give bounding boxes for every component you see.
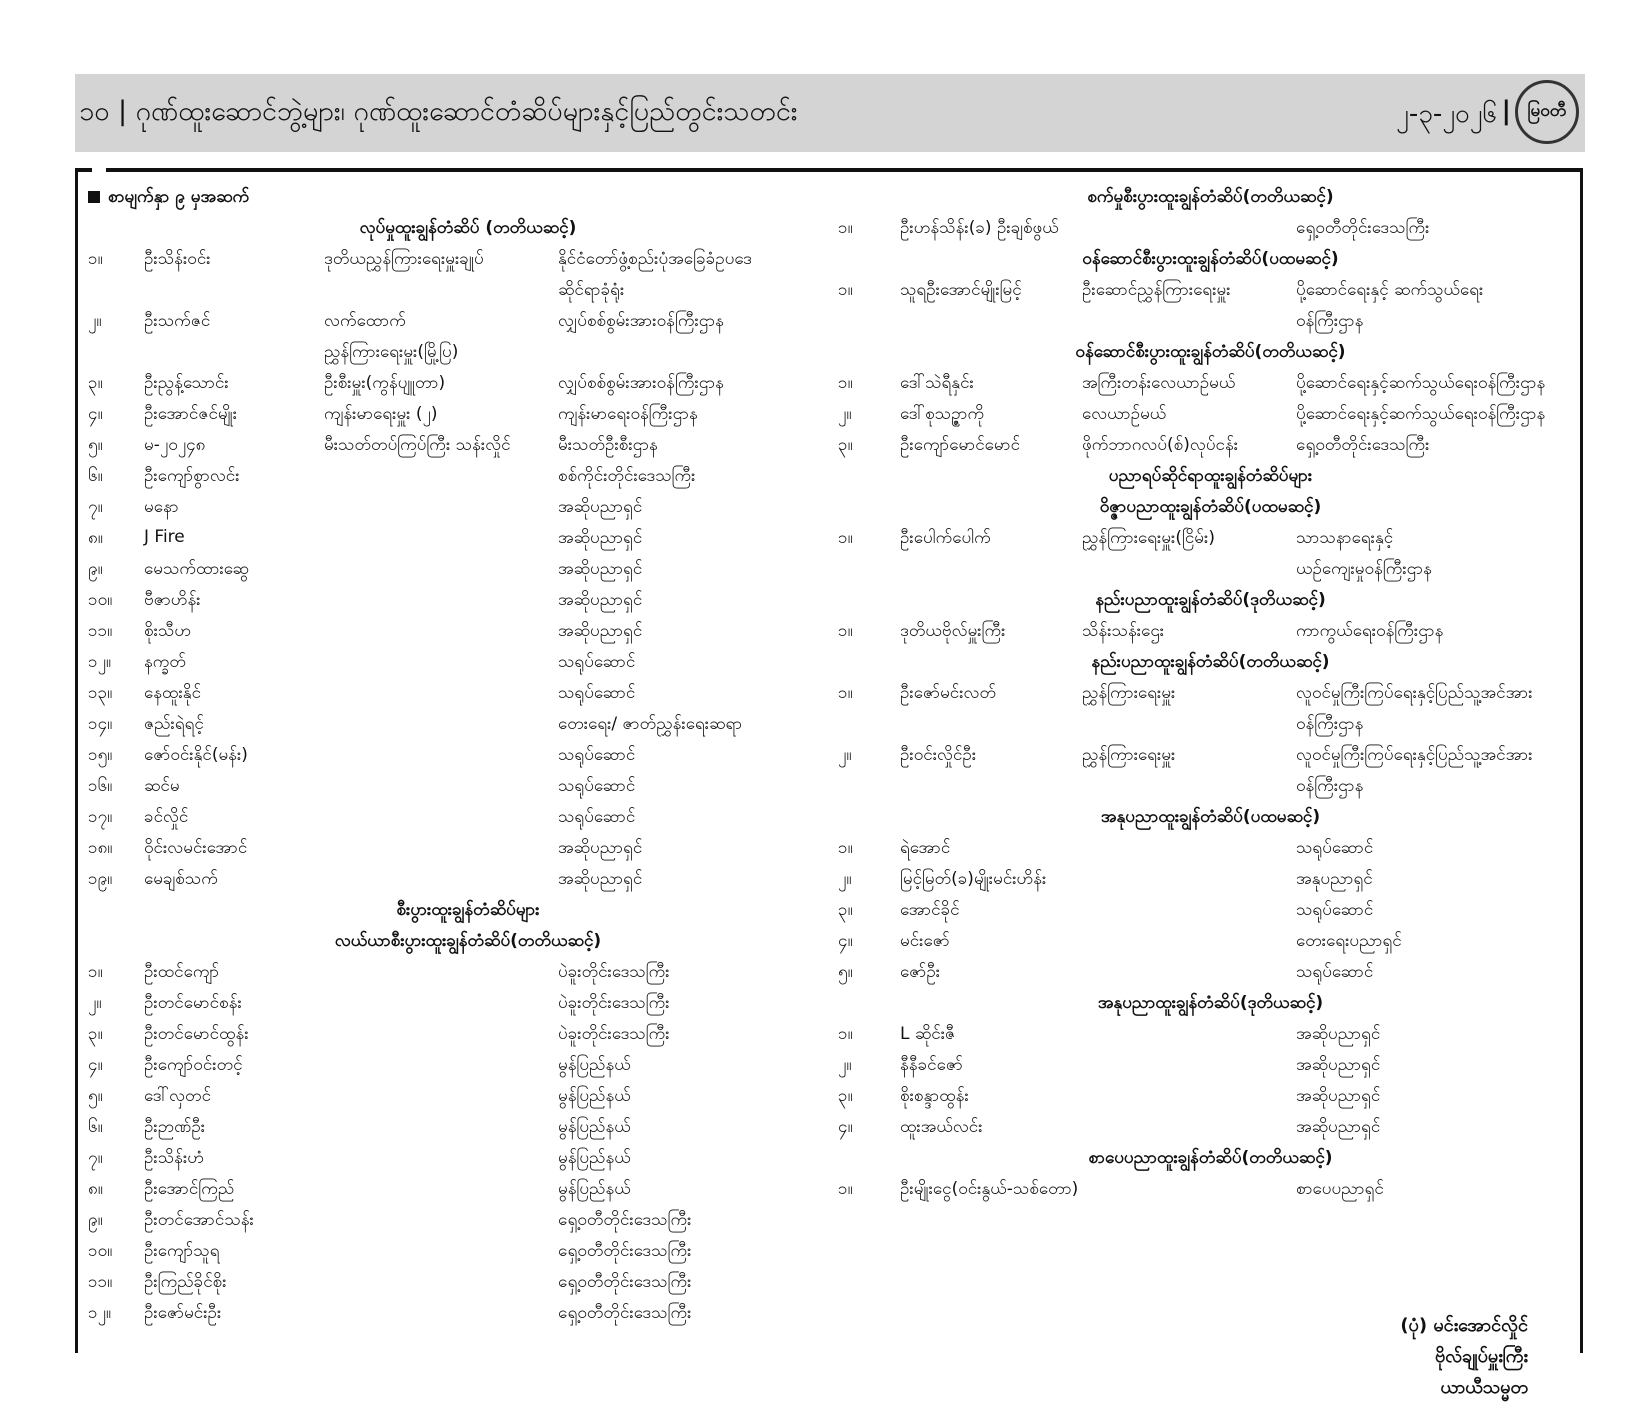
recipient-department: ဆိုင်ရာခုံရုံး (558, 280, 625, 300)
recipient-department: သရုပ်ဆောင် (558, 745, 636, 765)
row-number: ၃။ (838, 1086, 853, 1106)
section-heading-text: ဝန်ဆောင်စီးပွားထူးချွန်တံဆိပ်(တတိယဆင့်) (1075, 342, 1346, 362)
recipient-name: ဦးသိန်းဟံ (144, 1148, 204, 1168)
recipient-name: ဦးကျော်မောင်မောင် (900, 435, 1021, 455)
recipient-department: ရှေ့ဝတီတိုင်းဒေသကြီး (558, 1241, 692, 1261)
recipient-department: မွန်ပြည်နယ် (558, 1117, 631, 1137)
section-heading (838, 647, 1583, 678)
recipient-department: အဆိုပညာရှင် (1296, 1117, 1381, 1137)
section-heading-text: နည်းပညာထူးချွန်တံဆိပ်(ဒုတိယဆင့်) (1095, 590, 1326, 610)
recipient-department: သရုပ်ဆောင် (558, 652, 636, 672)
award-row (838, 926, 1583, 957)
row-number: ၁၀။ (88, 1241, 113, 1261)
recipient-name: ဒုတိယဗိုလ်မှူးကြီး (900, 621, 1006, 641)
award-row (838, 709, 1583, 740)
award-row (88, 957, 848, 988)
recipient-name: ခင်လှိုင် (144, 807, 189, 827)
recipient-position: ကျန်းမာရေးမှူး (၂) (324, 404, 438, 424)
recipient-name: ဦးဇော်မင်းလတ် (900, 683, 997, 703)
row-number: ၂။ (838, 404, 852, 424)
row-number: ၁။ (838, 1179, 853, 1199)
section-heading (88, 926, 848, 957)
row-number: ၁၃။ (88, 683, 113, 703)
row-number: ၂။ (88, 993, 102, 1013)
row-number: ၁၈။ (88, 838, 113, 858)
recipient-name: ဦးဉာဏ်ဦး (144, 1117, 206, 1137)
section-heading (838, 988, 1583, 1019)
recipient-position: မီးသတ်တပ်ကြပ်ကြီး သန်းလှိုင် (324, 435, 511, 455)
row-number: ၂။ (838, 1055, 852, 1075)
award-row (88, 244, 848, 275)
recipient-department: ဝန်ကြီးဌာန (1296, 714, 1364, 734)
recipient-department: ရှေ့ဝတီတိုင်းဒေသကြီး (1296, 435, 1430, 455)
continuation-note: စာမျက်နှာ ၉ မှအဆက် (88, 182, 848, 213)
award-row (838, 368, 1583, 399)
row-number: ၇။ (88, 497, 103, 517)
recipient-position: ဦးဆောင်ညွှန်ကြားရေးမှူး (1082, 280, 1231, 300)
award-row (88, 771, 848, 802)
section-heading (838, 337, 1583, 368)
award-row (88, 678, 848, 709)
page-header (75, 74, 1585, 152)
recipient-name: ဦးသိန်းဝင်း (144, 249, 211, 269)
section-heading (838, 244, 1583, 275)
award-row (88, 1112, 848, 1143)
recipient-department: အဆိုပညာရှင် (1296, 1024, 1381, 1044)
recipient-department: မွန်ပြည်နယ် (558, 1086, 631, 1106)
recipient-name: ဦးကျော်သူရ (144, 1241, 220, 1261)
signature-title: ယာယီသမ္မတ (1440, 1377, 1528, 1398)
award-row (88, 275, 848, 306)
row-number: ၄။ (838, 931, 853, 951)
award-row (838, 957, 1583, 988)
award-row (88, 988, 848, 1019)
recipient-name: ဦးညွန့်သောင်း (144, 373, 229, 393)
row-number: ၃။ (88, 373, 103, 393)
section-heading (838, 1143, 1583, 1174)
award-row (838, 430, 1583, 461)
section-heading (838, 492, 1583, 523)
recipient-department: သရုပ်ဆောင် (1296, 838, 1374, 858)
recipient-name: အောင်ခိုင် (900, 900, 960, 920)
recipient-name: ဦးထင်ကျော် (144, 962, 220, 982)
recipient-name: မေချစ်သက် (144, 869, 218, 889)
section-heading (88, 895, 848, 926)
recipient-name: ဦးမျိုးငွေ(ဝင်းနွယ်-သစ်တော) (900, 1179, 1079, 1199)
award-row (88, 337, 848, 368)
section-heading-text: စီးပွားထူးချွန်တံဆိပ်များ (396, 900, 540, 920)
recipient-department: လျှပ်စစ်စွမ်းအားဝန်ကြီးဌာန (558, 311, 724, 331)
award-row (838, 275, 1583, 306)
recipient-name: ဦးဇော်မင်းဦး (144, 1303, 222, 1323)
recipient-department: မွန်ပြည်နယ် (558, 1179, 631, 1199)
recipient-name: ဦးတင်မောင်စန်း (144, 993, 242, 1013)
recipient-name: နက္ခတ် (144, 652, 186, 672)
signature-rank: ဗိုလ်ချုပ်မှူးကြီး (1434, 1346, 1528, 1367)
recipient-department: သရုပ်ဆောင် (558, 683, 636, 703)
section-heading (838, 802, 1583, 833)
recipient-position: ဦးစီးမှူး(ကွန်ပျူတာ) (324, 373, 446, 393)
award-row (88, 1143, 848, 1174)
row-number: ၃။ (838, 435, 853, 455)
recipient-name: စိုးစန္ဒာထွန်း (900, 1086, 969, 1106)
recipient-department: ဝန်ကြီးဌာန (1296, 776, 1364, 796)
row-number: ၁။ (838, 373, 853, 393)
row-number: ၁၂။ (88, 1303, 112, 1323)
award-row (838, 771, 1583, 802)
recipient-name: ဦးဟန်သိန်း(ခ) ဦးချစ်ဖွယ် (900, 218, 1059, 238)
recipient-department: တေးရေးပညာရှင် (1296, 931, 1402, 951)
recipient-name: မေသက်ထားဆွေ (144, 559, 249, 579)
row-number: ၁။ (838, 683, 853, 703)
award-row (88, 306, 848, 337)
recipient-department: ရှေ့ဝတီတိုင်းဒေသကြီး (558, 1210, 692, 1230)
section-heading-text: စာပေပညာထူးချွန်တံဆိပ်(တတိယဆင့်) (1088, 1148, 1333, 1168)
recipient-name: ဦးအောင်ဇင်မျိုး (144, 404, 238, 424)
recipient-name: ဦးသက်ဇင် (144, 311, 211, 331)
award-row (838, 864, 1583, 895)
recipient-department: စာပေပညာရှင် (1296, 1179, 1384, 1199)
section-heading-text: စက်မှုစီးပွားထူးချွန်တံဆိပ်(တတိယဆင့်) (1087, 187, 1334, 207)
section-heading-text: ဝန်ဆောင်စီးပွားထူးချွန်တံဆိပ်(ပထမဆင့်) (1082, 249, 1339, 269)
recipient-position: သိန်းသန်းဌေး (1082, 621, 1165, 641)
section-heading-text: ပညာရပ်ဆိုင်ရာထူးချွန်တံဆိပ်များ (1108, 466, 1313, 486)
recipient-name: မ-၂၀၂၄၈ (144, 435, 206, 455)
recipient-department: နိုင်ငံတော်ဖွံ့စည်းပုံအခြေခံဥပဒေ (558, 249, 752, 269)
award-row (838, 1112, 1583, 1143)
frame-notch (92, 164, 106, 172)
recipient-name: ဗီဇာဟိန်း (144, 590, 201, 610)
recipient-name: ဦးကျော်စွာလင်း (144, 466, 240, 486)
newspaper-logo: မြဝတီ (1515, 80, 1579, 144)
row-number: ၇။ (88, 1148, 103, 1168)
award-row (88, 616, 848, 647)
recipient-name: ဒေါ်လှတင် (144, 1086, 212, 1106)
recipient-name: ဦးကြည်ခိုင်စိုး (144, 1272, 227, 1292)
row-number: ၁၇။ (88, 807, 113, 827)
row-number: ၁၀။ (88, 590, 113, 610)
recipient-name: ထူးအယ်လင်း (900, 1117, 983, 1137)
recipient-department: အဆိုပညာရှင် (558, 869, 643, 889)
recipient-position: ညွှန်ကြားရေးမှူး (1082, 683, 1176, 703)
award-row (838, 306, 1583, 337)
recipient-name: L ဆိုင်းဇီ (900, 1024, 956, 1044)
award-row (838, 616, 1583, 647)
right-column (838, 182, 1583, 1205)
row-number: ၉။ (88, 1210, 103, 1230)
recipient-department: အဆိုပညာရှင် (558, 497, 643, 517)
row-number: ၅။ (88, 435, 103, 455)
section-heading-text: အနုပညာထူးချွန်တံဆိပ်(ဒုတိယဆင့်) (1097, 993, 1324, 1013)
recipient-name: ဆင်မ (144, 776, 180, 796)
recipient-department: အနုပညာရှင် (1296, 869, 1373, 889)
award-row (838, 678, 1583, 709)
row-number: ၅။ (88, 1086, 103, 1106)
recipient-name: ဝိုင်းလမင်းအောင် (144, 838, 248, 858)
award-row (88, 492, 848, 523)
recipient-name: ဒေါ်သဲရီနှင်း (900, 373, 974, 393)
award-row (88, 833, 848, 864)
row-number: ၂။ (838, 869, 852, 889)
recipient-department: ပဲခူးတိုင်းဒေသကြီး (558, 1024, 670, 1044)
recipient-department: သရုပ်ဆောင် (558, 807, 636, 827)
row-number: ၄။ (88, 404, 103, 424)
recipient-name: ဦးတင်မောင်ထွန်း (144, 1024, 249, 1044)
row-number: ၁။ (88, 249, 103, 269)
recipient-name: နေထူးနိုင် (144, 683, 201, 703)
recipient-department: ယဉ်ကျေးမှုဝန်ကြီးဌာန (1296, 559, 1432, 579)
recipient-department: ပို့ဆောင်ရေးနှင့်ဆက်သွယ်ရေးဝန်ကြီးဌာန (1296, 404, 1546, 424)
award-row (88, 1081, 848, 1112)
section-heading-text: ဝိဇ္ဇာပညာထူးချွန်တံဆိပ်(ပထမဆင့်) (1099, 497, 1322, 517)
row-number: ၁၁။ (88, 621, 113, 641)
award-row (88, 1050, 848, 1081)
row-number: ၃။ (838, 900, 853, 920)
section-heading-text: အနုပညာထူးချွန်တံဆိပ်(ပထမဆင့်) (1100, 807, 1321, 827)
award-row (88, 1019, 848, 1050)
recipient-department: စစ်ကိုင်းတိုင်းဒေသကြီး (558, 466, 696, 486)
row-number: ၄။ (88, 1055, 103, 1075)
row-number: ၃။ (88, 1024, 103, 1044)
award-row (88, 1205, 848, 1236)
award-row (88, 430, 848, 461)
award-row (838, 1050, 1583, 1081)
left-column (88, 182, 848, 1329)
award-row (88, 1267, 848, 1298)
award-row (838, 399, 1583, 430)
recipient-department: မီးသတ်ဦးစီးဌာန (558, 435, 658, 455)
award-row (88, 647, 848, 678)
recipient-department: ပဲခူးတိုင်းဒေသကြီး (558, 962, 670, 982)
recipient-position: ညွှန်ကြားရေးမှူး (1082, 745, 1176, 765)
section-heading-text: လယ်ယာစီးပွားထူးချွန်တံဆိပ်(တတိယဆင့်) (334, 931, 602, 951)
award-row (88, 709, 848, 740)
recipient-department: ရှေ့ဝတီတိုင်းဒေသကြီး (558, 1303, 692, 1323)
recipient-department: ကာကွယ်ရေးဝန်ကြီးဌာန (1296, 621, 1444, 641)
signature-name: (ပုံ) မင်းအောင်လှိုင် (1400, 1315, 1528, 1336)
row-number: ၆။ (88, 466, 103, 486)
square-bullet-icon (88, 191, 100, 203)
award-row (838, 895, 1583, 926)
recipient-name: သူရဦးအောင်မျိုးမြင့် (900, 280, 1022, 300)
award-row (88, 523, 848, 554)
award-row (88, 1174, 848, 1205)
recipient-department: လူဝင်မှုကြီးကြပ်ရေးနှင့်ပြည်သူ့အင်အား (1296, 683, 1533, 703)
recipient-name: ဦးကျော်ဝင်းတင့် (144, 1055, 243, 1075)
recipient-name: ဦးပေါက်ပေါက် (900, 528, 991, 548)
recipient-position: ညွှန်ကြားရေးမှူး(မြို့ပြ) (324, 342, 459, 362)
recipient-department: အဆိုပညာရှင် (558, 528, 643, 548)
recipient-name: စိုးသီဟ (144, 621, 191, 641)
row-number: ၁။ (838, 621, 853, 641)
row-number: ၁။ (88, 962, 103, 982)
recipient-department: သရုပ်ဆောင် (1296, 962, 1374, 982)
section-heading (838, 585, 1583, 616)
award-row (88, 461, 848, 492)
award-row (838, 523, 1583, 554)
award-row (88, 864, 848, 895)
recipient-department: ပို့ဆောင်ရေးနှင့် ဆက်သွယ်ရေး (1296, 280, 1484, 300)
award-row (88, 740, 848, 771)
recipient-department: အဆိုပညာရှင် (558, 838, 643, 858)
recipient-name: မြင့်မြတ်(ခ)မျိုးမင်းဟိန်း (900, 869, 1047, 889)
recipient-position: အကြီးတန်းလေယာဉ်မယ် (1082, 373, 1236, 393)
recipient-department: ပဲခူးတိုင်းဒေသကြီး (558, 993, 670, 1013)
recipient-position: ညွှန်ကြားရေးမှူး(ငြိမ်း) (1082, 528, 1215, 548)
recipient-name: နီနီခင်ဇော် (900, 1055, 963, 1075)
recipient-department: ရှေ့ဝတီတိုင်းဒေသကြီး (1296, 218, 1430, 238)
section-heading-text: လုပ်မှုထူးချွန်တံဆိပ် (တတိယဆင့်) (359, 218, 577, 238)
award-row (838, 554, 1583, 585)
recipient-department: တေးရေး/ ဇာတ်ညွှန်းရေးဆရာ (558, 714, 743, 734)
recipient-name: ဒေါ်စုသဉ္ဇာကို (900, 404, 985, 424)
award-row (838, 213, 1583, 244)
row-number: ၁၁။ (88, 1272, 113, 1292)
page-title: ၁၀ | ဂုဏ်ထူးဆောင်ဘွဲ့များ၊ ဂုဏ်ထူးဆောင်တံဆိပ်များနှင့်ပြည်တွင်းသတင်း (79, 96, 798, 127)
recipient-department: အဆိုပညာရှင် (1296, 1086, 1381, 1106)
award-row (88, 585, 848, 616)
row-number: ၁။ (838, 1024, 853, 1044)
row-number: ၁။ (838, 218, 853, 238)
row-number: ၁၅။ (88, 745, 113, 765)
row-number: ၁၄။ (88, 714, 113, 734)
row-number: ၂။ (88, 311, 102, 331)
recipient-position: ဒုတိယညွှန်ကြားရေးမှူးချုပ် (324, 249, 484, 269)
row-number: ၂။ (838, 745, 852, 765)
recipient-name: ဦးအောင်ကြည် (144, 1179, 235, 1199)
recipient-name: မနော (144, 497, 179, 517)
award-row (88, 399, 848, 430)
row-number: ၉။ (88, 559, 103, 579)
recipient-department: ကျန်းမာရေးဝန်ကြီးဌာန (558, 404, 698, 424)
award-row (838, 833, 1583, 864)
award-row (88, 1298, 848, 1329)
recipient-name: J Fire (144, 527, 185, 547)
recipient-name: မင်းဇော် (900, 931, 950, 951)
issue-date: ၂-၃-၂၀၂၆ (1396, 99, 1497, 129)
award-row (88, 368, 848, 399)
recipient-name: ဦးတင်အောင်သန်း (144, 1210, 254, 1230)
award-row (838, 740, 1583, 771)
recipient-position: လေယာဉ်မယ် (1082, 404, 1167, 424)
recipient-position: လက်ထောက် (324, 311, 406, 331)
recipient-department: မွန်ပြည်နယ် (558, 1055, 631, 1075)
award-row (838, 1081, 1583, 1112)
recipient-department: ဝန်ကြီးဌာန (1296, 311, 1364, 331)
recipient-position: ဖိုက်ဘာဂလပ်(စ်)လုပ်ငန်း (1082, 435, 1239, 455)
row-number: ၆။ (88, 1117, 103, 1137)
recipient-department: မွန်ပြည်နယ် (558, 1148, 631, 1168)
recipient-department: သရုပ်ဆောင် (558, 776, 636, 796)
recipient-department: သရုပ်ဆောင် (1296, 900, 1374, 920)
row-number: ၁။ (838, 280, 853, 300)
recipient-department: အဆိုပညာရှင် (558, 621, 643, 641)
row-number: ၁။ (838, 528, 853, 548)
award-row (838, 1174, 1583, 1205)
row-number: ၅။ (838, 962, 853, 982)
recipient-department: လျှပ်စစ်စွမ်းအားဝန်ကြီးဌာန (558, 373, 724, 393)
recipient-department: အဆိုပညာရှင် (558, 559, 643, 579)
recipient-department: အဆိုပညာရှင် (1296, 1055, 1381, 1075)
recipient-department: သာသနာရေးနှင့် (1296, 528, 1394, 548)
section-heading (838, 461, 1583, 492)
award-row (838, 1019, 1583, 1050)
award-row (88, 554, 848, 585)
recipient-department: ရှေ့ဝတီတိုင်းဒေသကြီး (558, 1272, 692, 1292)
award-row (88, 802, 848, 833)
recipient-name: ဦးဝင်းလှိုင်ဦး (900, 745, 977, 765)
row-number: ၁၂။ (88, 652, 112, 672)
section-heading-text: နည်းပညာထူးချွန်တံဆိပ်(တတိယဆင့်) (1091, 652, 1330, 672)
recipient-department: အဆိုပညာရှင် (558, 590, 643, 610)
award-row (88, 1236, 848, 1267)
row-number: ၁၉။ (88, 869, 113, 889)
recipient-name: ရဲအောင် (900, 838, 951, 858)
recipient-name: ဇည်းရဲရင့် (144, 714, 204, 734)
recipient-name: ဇော်ဝင်းနိုင်(မန်း) (144, 745, 248, 765)
recipient-department: လူဝင်မှုကြီးကြပ်ရေးနှင့်ပြည်သူ့အင်အား (1296, 745, 1533, 765)
row-number: ၈။ (88, 528, 103, 548)
header-separator: | (1501, 96, 1511, 126)
section-heading (88, 213, 848, 244)
row-number: ၄။ (838, 1117, 853, 1137)
row-number: ၈။ (88, 1179, 103, 1199)
section-heading (838, 182, 1583, 213)
recipient-department: ပို့ဆောင်ရေးနှင့်ဆက်သွယ်ရေးဝန်ကြီးဌာန (1296, 373, 1546, 393)
row-number: ၁၆။ (88, 776, 113, 796)
recipient-name: ဇော်ဦး (900, 962, 941, 982)
row-number: ၁။ (838, 838, 853, 858)
signature-block (1400, 1310, 1528, 1403)
